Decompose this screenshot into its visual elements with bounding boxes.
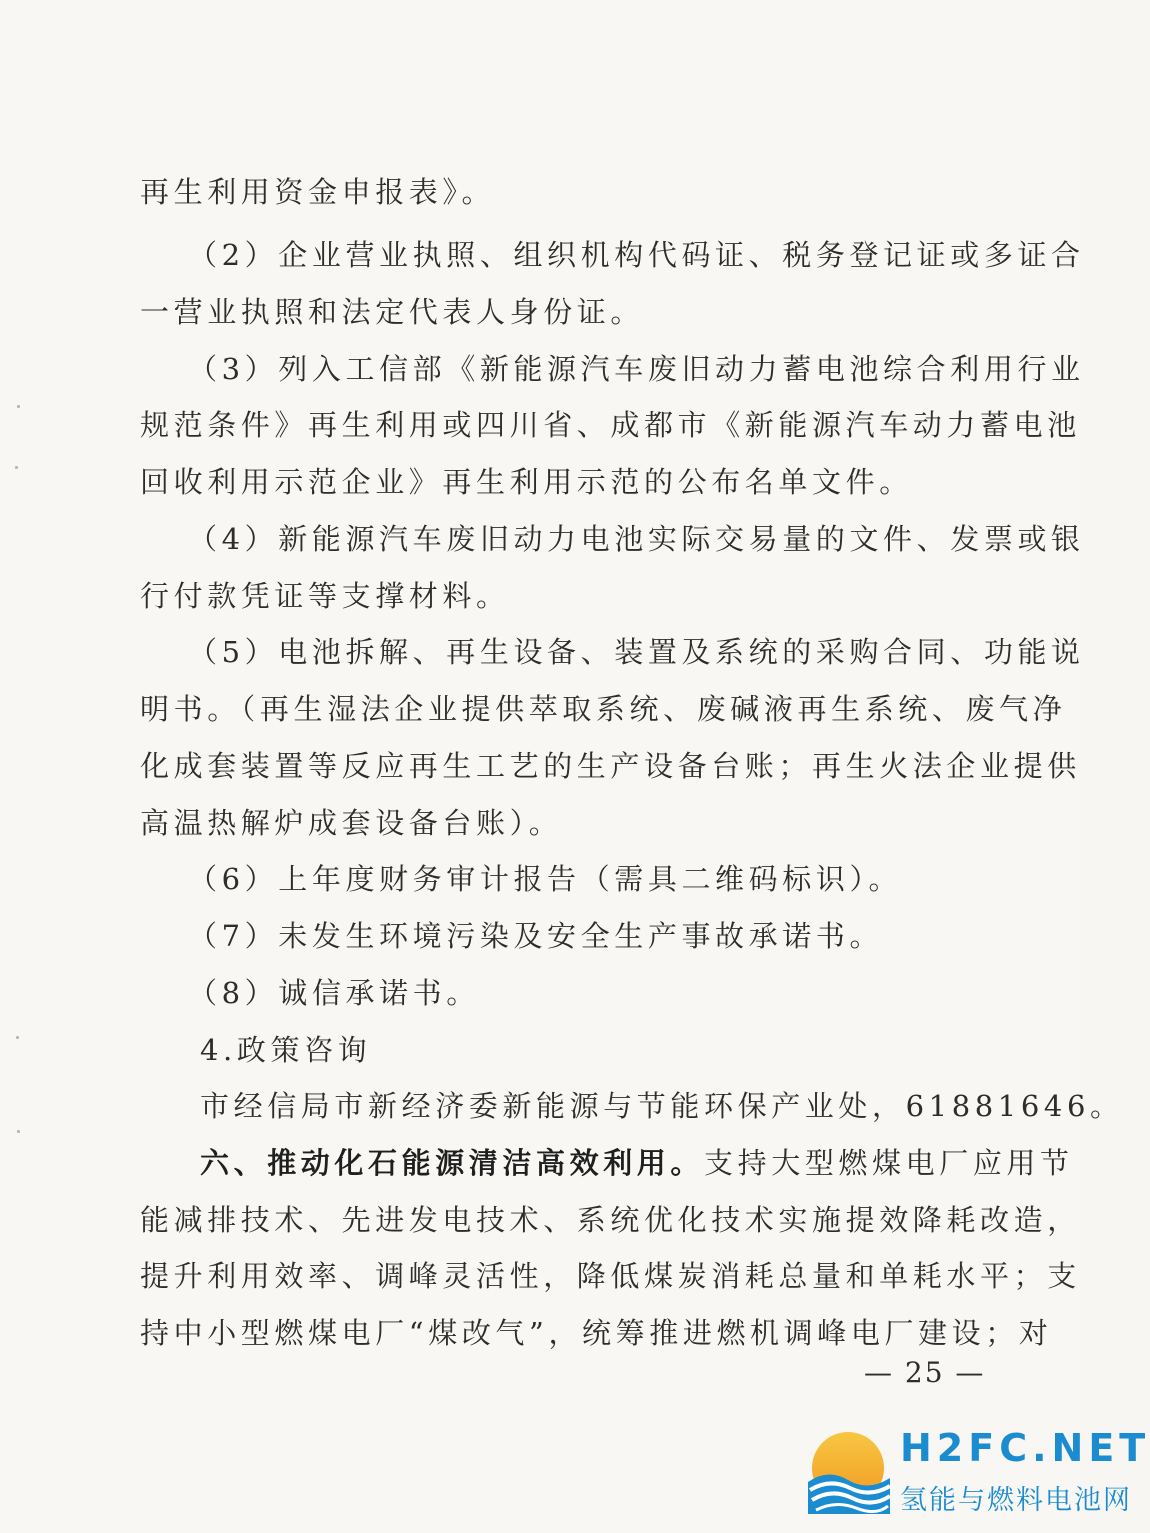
- text-line: 行付款凭证等支撑材料。: [140, 579, 510, 613]
- watermark-brand: H2FC.NET: [900, 1426, 1150, 1470]
- section-six-heading: 六、推动化石能源清洁高效利用。: [200, 1146, 705, 1180]
- text-line: （5）电池拆解、再生设备、装置及系统的采购合同、功能说: [188, 635, 1085, 669]
- section-six-first-line: [200, 1143, 1074, 1183]
- text-line: 持中小型燃煤电厂“煤改气”，统筹推进燃机调峰电厂建设；对: [140, 1316, 1053, 1350]
- text-line: 化成套装置等反应再生工艺的生产设备台账；再生火法企业提供: [140, 749, 1081, 783]
- text-line: 市经信局市新经济委新能源与节能环保产业处，61881646。: [200, 1089, 1124, 1123]
- text-line: 一营业执照和法定代表人身份证。: [140, 295, 645, 329]
- watermark-subtitle: 氢能与燃料电池网: [900, 1485, 1132, 1516]
- text-line: 提升利用效率、调峰灵活性，降低煤炭消耗总量和单耗水平；支: [140, 1259, 1081, 1293]
- text-line: （8）诚信承诺书。: [188, 976, 480, 1010]
- sun-wave-logo-icon: [800, 1424, 896, 1520]
- text-line: 能减排技术、先进发电技术、系统优化技术实施提效降耗改造，: [140, 1203, 1081, 1237]
- text-line: （6）上年度财务审计报告（需具二维码标识）。: [188, 862, 903, 896]
- text-line: 高温热解炉成套设备台账）。: [140, 806, 563, 840]
- text-line: 回收利用示范企业》再生利用示范的公布名单文件。: [140, 465, 913, 499]
- text-line: （7）未发生环境污染及安全生产事故承诺书。: [188, 919, 884, 953]
- watermark: [800, 1420, 1150, 1528]
- text-line: （4）新能源汽车废旧动力电池实际交易量的文件、发票或银: [188, 522, 1085, 556]
- subheading: 4.政策咨询: [200, 1033, 372, 1067]
- text-line: （2）企业营业执照、组织机构代码证、税务登记证或多证合: [188, 238, 1085, 272]
- text-line: （3）列入工信部《新能源汽车废旧动力蓄电池综合利用行业: [188, 352, 1085, 386]
- scan-speck: [17, 1130, 20, 1133]
- scan-speck: [17, 405, 20, 408]
- text-line: 再生利用资金申报表》。: [140, 175, 496, 209]
- text-line: 明书。（再生湿法企业提供萃取系统、废碱液再生系统、废气净: [140, 692, 1067, 726]
- scan-speck: [15, 466, 18, 469]
- scan-speck: [16, 1036, 19, 1039]
- page-number: — 25 —: [864, 1356, 986, 1389]
- section-six-first-line-rest: 支持大型燃煤电厂应用节: [704, 1146, 1074, 1180]
- text-line: 规范条件》再生利用或四川省、成都市《新能源汽车动力蓄电池: [140, 408, 1081, 442]
